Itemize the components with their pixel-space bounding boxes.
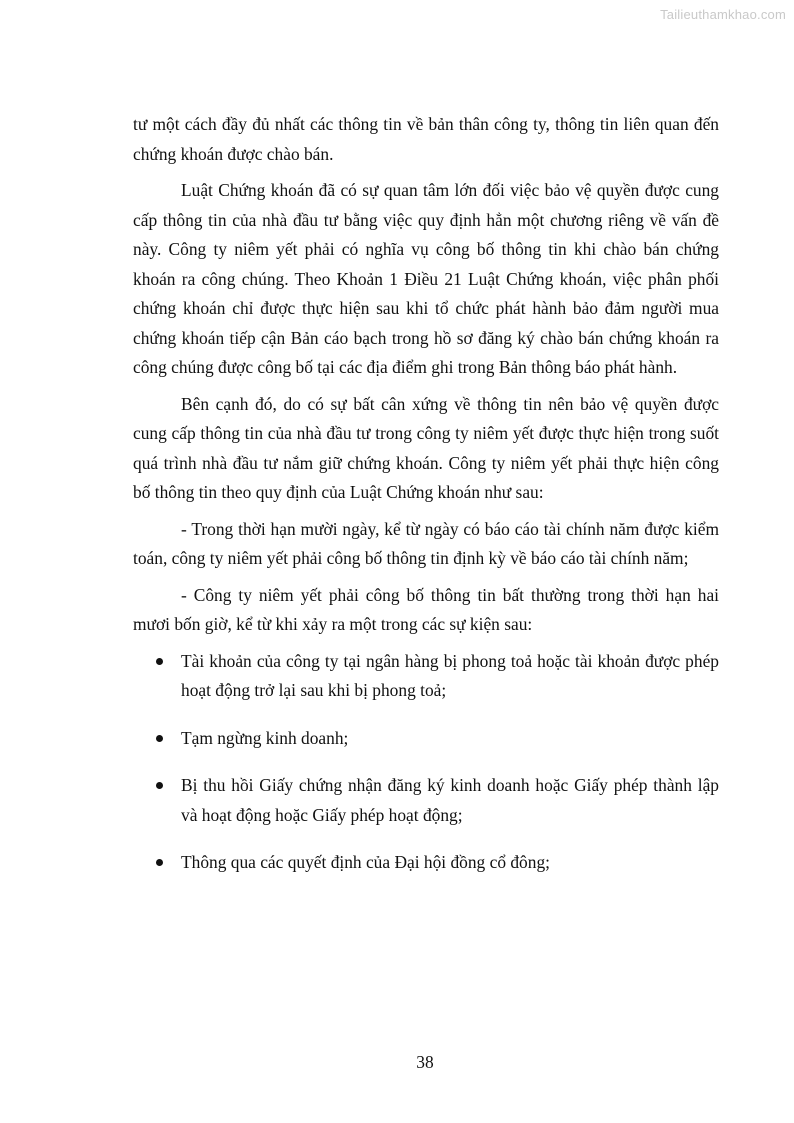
- bullet-icon: [156, 735, 163, 742]
- paragraph-extraordinary-disclosure: - Công ty niêm yết phải công bố thông tin bất thường trong thời hạn hai mươi bốn giờ, kể từ khi xảy ra một trong các sự kiện sau:: [133, 584, 719, 634]
- list-item-text: Tài khoản của công ty tại ngân hàng bị phong toả hoặc tài khoản được phép hoạt động trở lại sau khi bị phong toả;: [181, 650, 719, 700]
- paragraph-continuation: tư một cách đầy đủ nhất các thông tin về bản thân công ty, thông tin liên quan đến chứng khoán được chào bán.: [133, 114, 719, 164]
- watermark: Tailieuthamkhao.com: [660, 7, 786, 22]
- list-item-text: Bị thu hồi Giấy chứng nhận đăng ký kinh doanh hoặc Giấy phép thành lập và hoạt động hoặc Giấy phép hoạt động;: [181, 775, 719, 825]
- list-item: [133, 647, 719, 706]
- list-item-text: Tạm ngừng kinh doanh;: [181, 727, 349, 748]
- document-body: [133, 110, 719, 896]
- page-number: 38: [416, 1052, 434, 1072]
- paragraph-periodic-disclosure: - Trong thời hạn mười ngày, kể từ ngày có báo cáo tài chính năm được kiểm toán, công ty niêm yết phải công bố thông tin định kỳ về báo cáo tài chính năm;: [133, 518, 719, 568]
- list-item: [133, 771, 719, 830]
- bullet-icon: [156, 859, 163, 866]
- list-item: [133, 848, 719, 878]
- paragraph-securities-law: Luật Chứng khoán đã có sự quan tâm lớn đối việc bảo vệ quyền được cung cấp thông tin của nhà đầu tư bằng việc quy định hẳn một chương riêng về vấn đề này. Công ty niêm yết phải có nghĩa vụ công bố thông tin khi chào bán chứng khoán ra công chúng. Theo Khoản 1 Điều 21 Luật Chứng khoán, việc phân phối chứng khoán chỉ được thực hiện sau khi tổ chức phát hành bảo đảm người mua chứng khoán tiếp cận Bản cáo bạch trong hồ sơ đăng ký chào bán chứng khoán ra công chúng được công bố tại các địa điểm ghi trong Bản thông báo phát hành.: [133, 180, 719, 377]
- bullet-icon: [156, 782, 163, 789]
- bullet-icon: [156, 658, 163, 665]
- list-item-text: Thông qua các quyết định của Đại hội đồng cổ đông;: [181, 852, 550, 872]
- event-list: [133, 647, 719, 878]
- list-item: [133, 724, 719, 754]
- paragraph-information-asymmetry: Bên cạnh đó, do có sự bất cân xứng về thông tin nên bảo vệ quyền được cung cấp thông tin của nhà đầu tư trong công ty niêm yết được thực hiện trong suốt quá trình nhà đầu tư nắm giữ chứng khoán. Công ty niêm yết phải thực hiện công bố thông tin theo quy định của Luật Chứng khoán như sau:: [133, 393, 719, 502]
